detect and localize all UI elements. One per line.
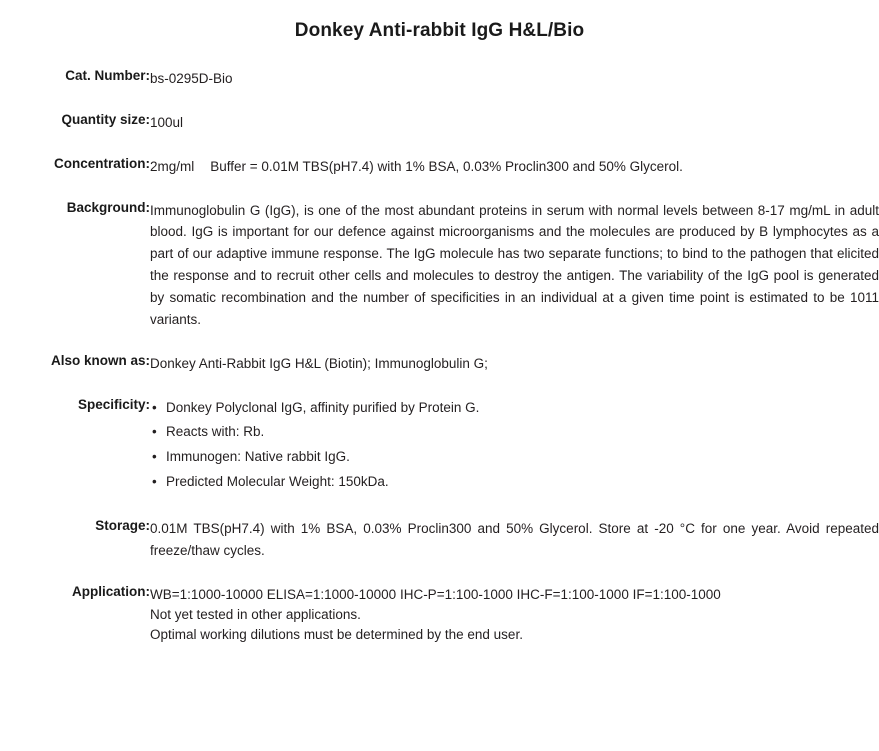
table-row-also-known-as — [0, 353, 879, 397]
table-row-cat-number — [0, 68, 879, 112]
background-label: Background: — [66, 199, 150, 215]
table-row-background — [0, 200, 879, 353]
specificity-value — [150, 397, 879, 518]
also-known-as-value: Donkey Anti-Rabbit IgG H&L (Biotin); Immunoglobulin G; — [150, 355, 488, 371]
quantity-size-value: 100ul — [150, 114, 184, 130]
concentration-value — [150, 156, 879, 200]
table-row-concentration — [0, 156, 879, 200]
concentration-buffer: Buffer = 0.01M TBS(pH7.4) with 1% BSA, 0.03% Proclin300 and 50% Glycerol. — [210, 158, 683, 174]
page-title: Donkey Anti-rabbit IgG H&L/Bio — [294, 20, 585, 41]
list-item: • Reacts with: Rb. — [150, 421, 879, 443]
cat-number-label: Cat. Number: — [65, 68, 150, 83]
application-label: Application: — [72, 583, 150, 599]
list-item: • Predicted Molecular Weight: 150kDa. — [150, 471, 879, 493]
table-row-specificity — [0, 397, 879, 518]
application-dilutions: WB=1:1000-10000 ELISA=1:1000-10000 IHC-P=1:100-1000 IHC-F=1:100-1000 IF=1:100-1000 — [150, 586, 721, 602]
also-known-as-label: Also known as: — [50, 352, 150, 368]
table-row-quantity-size — [0, 112, 879, 156]
list-item: • Donkey Polyclonal IgG, affinity purified by Protein G. — [150, 397, 879, 419]
specificity-list — [150, 397, 879, 493]
application-value — [150, 584, 879, 667]
list-item: • Immunogen: Native rabbit IgG. — [150, 446, 879, 468]
quantity-size-label: Quantity size: — [61, 111, 150, 127]
application-note-2: Optimal working dilutions must be determined by the end user. — [150, 626, 523, 642]
table-row-application — [0, 584, 879, 667]
datasheet-page — [0, 20, 879, 751]
concentration-amount: 2mg/ml — [150, 158, 195, 174]
table-row-storage — [0, 518, 879, 584]
cat-number-value: bs-0295D-Bio — [150, 71, 233, 86]
application-note-1: Not yet tested in other applications. — [150, 607, 361, 623]
specificity-label: Specificity: — [77, 396, 150, 412]
storage-value: 0.01M TBS(pH7.4) with 1% BSA, 0.03% Proclin300 and 50% Glycerol. Store at -20 °C for one year. Avoid repeated freeze/thaw cycles. — [150, 521, 879, 558]
background-value: Immunoglobulin G (IgG), is one of the most abundant proteins in serum with normal levels between 8-17 mg/mL in adult blood. IgG is important for our defence against microorganisms and the molecules are produced by B lymphocytes as a part of our adaptive immune response. The IgG molecule has two separate functions; to bind to the pathogen that elicited the response and to recruit other cells and molecules to destroy the antigen. The variability of the IgG pool is generated by somatic recombination and the number of specificities in an individual at a given time point is estimated to be 1011 variants. — [150, 202, 879, 327]
concentration-label: Concentration: — [54, 155, 150, 171]
specification-table — [0, 68, 879, 666]
storage-label: Storage: — [95, 518, 150, 534]
